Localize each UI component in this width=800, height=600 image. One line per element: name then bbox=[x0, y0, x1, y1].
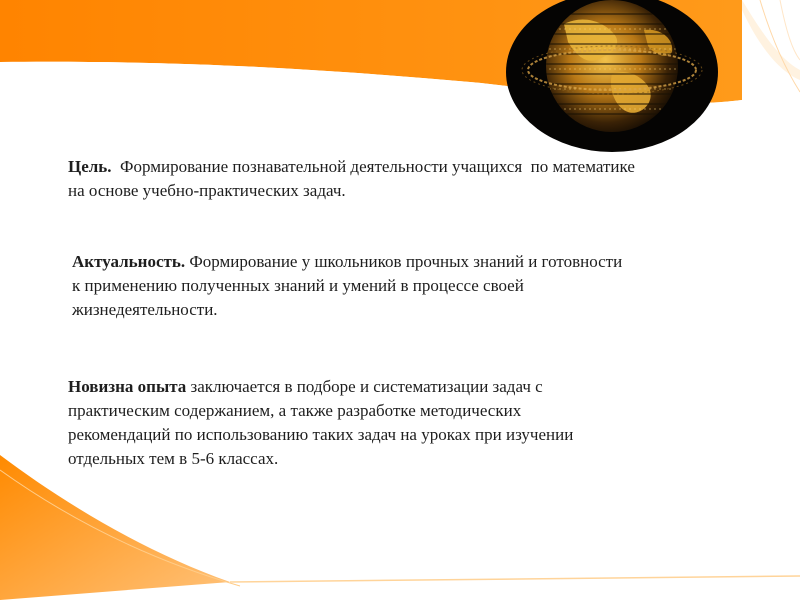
goal-line-2: на основе учебно-практических задач. bbox=[68, 181, 346, 200]
novelty-text-1: заключается в подборе и систематизации задач с bbox=[186, 377, 543, 396]
goal-heading: Цель. bbox=[68, 157, 112, 176]
novelty-line-1 bbox=[68, 375, 758, 399]
bottom-line bbox=[230, 576, 800, 582]
novelty-line-3: рекомендаций по использованию таких задач на уроках при изучении bbox=[68, 425, 574, 444]
bottom-left-swoosh bbox=[0, 455, 230, 600]
goal-paragraph bbox=[68, 155, 758, 203]
relevance-line-3: жизнедеятельности. bbox=[72, 300, 218, 319]
globe-icon bbox=[504, 0, 720, 154]
relevance-line-1 bbox=[72, 250, 762, 274]
novelty-heading: Новизна опыта bbox=[68, 377, 187, 396]
relevance-heading: Актуальность. bbox=[72, 252, 186, 271]
novelty-paragraph bbox=[68, 375, 758, 471]
relevance-paragraph bbox=[72, 250, 762, 322]
top-right-lines bbox=[742, 0, 800, 80]
relevance-line-2: к применению полученных знаний и умений в процессе своей bbox=[72, 276, 524, 295]
goal-line-1 bbox=[68, 155, 758, 179]
goal-text-1: Формирование познавательной деятельности учащихся по математике bbox=[111, 157, 635, 176]
relevance-text-1: Формирование у школьников прочных знаний и готовности bbox=[185, 252, 623, 271]
novelty-line-2: практическим содержанием, а также разработке методических bbox=[68, 401, 522, 420]
novelty-line-4: отдельных тем в 5-6 классах. bbox=[68, 449, 279, 468]
